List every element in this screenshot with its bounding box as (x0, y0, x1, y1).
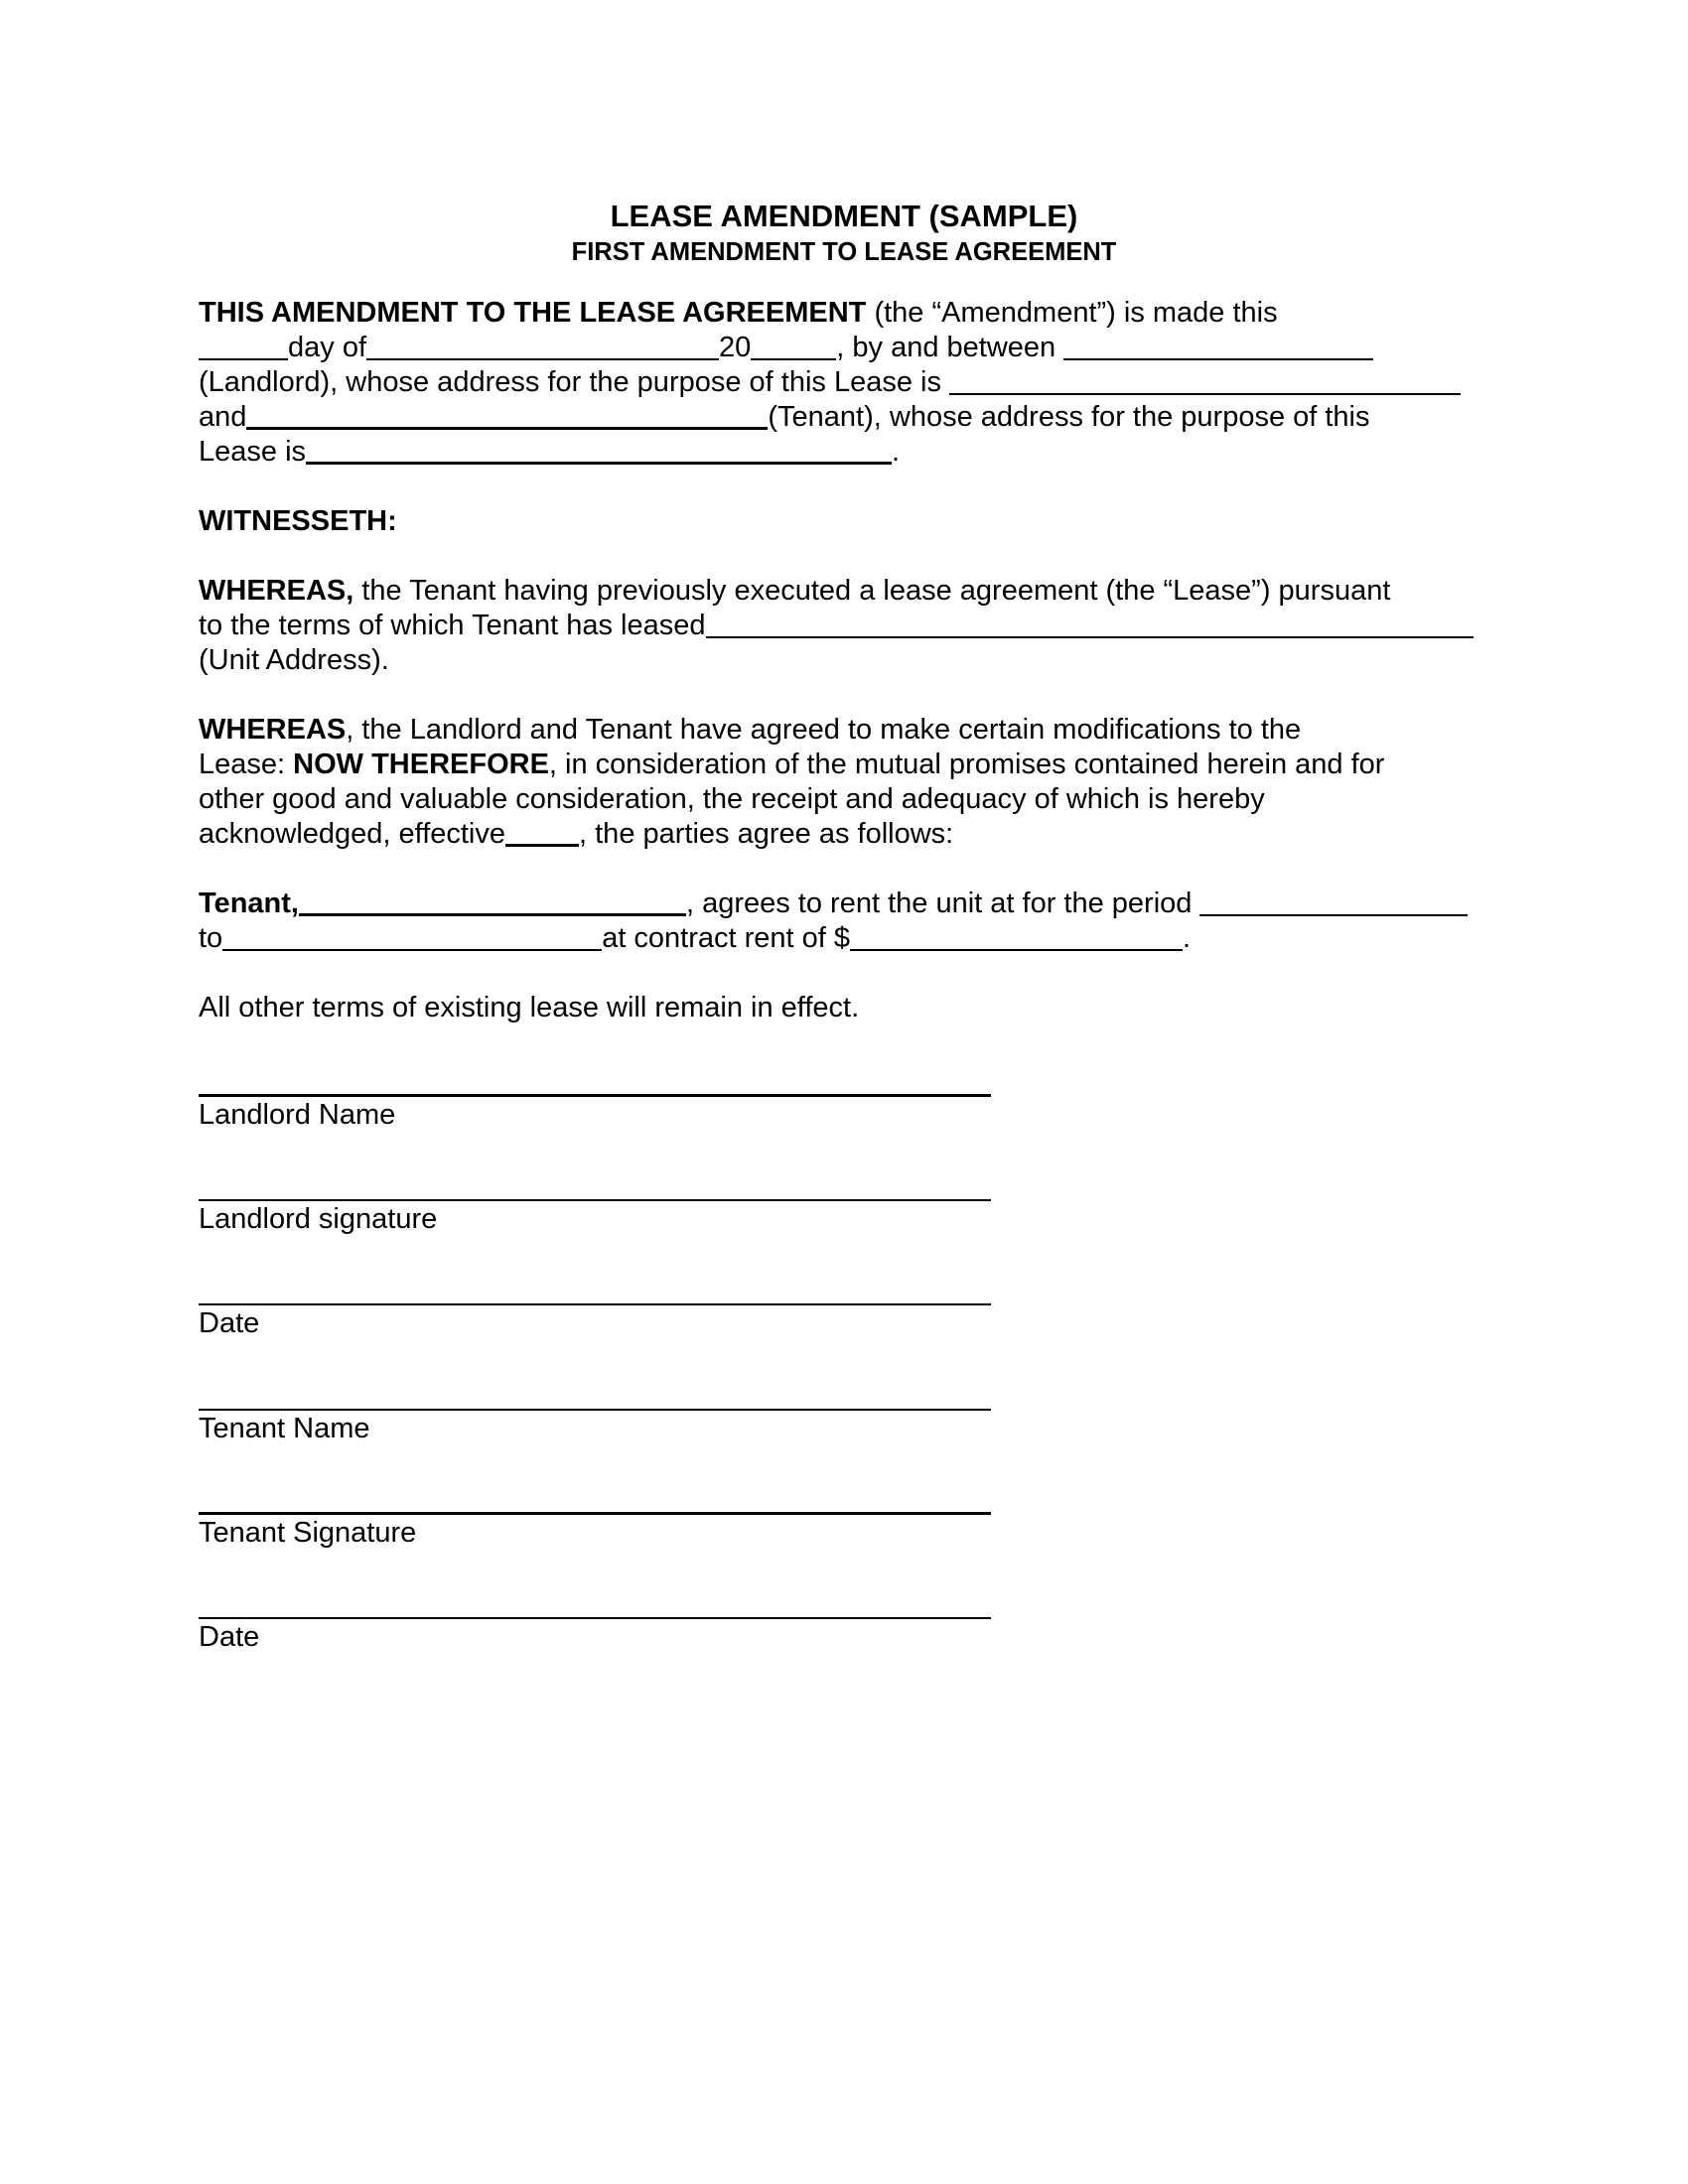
whereas1-line-2 (199, 609, 1474, 643)
intro-line-1 (199, 296, 1278, 331)
document-subtitle: FIRST AMENDMENT TO LEASE AGREEMENT (571, 238, 1117, 266)
period-end-blank[interactable] (222, 922, 602, 951)
to-label: to (199, 922, 223, 954)
tenant-clause-name-blank[interactable] (299, 887, 686, 916)
whereas2-line-3: other good and valuable consideration, the receipt and adequacy of which is hereby (199, 783, 1265, 815)
whereas2-line-2 (199, 748, 1384, 782)
year-prefix: 20 (719, 332, 752, 363)
landlord-address-label: (Landlord), whose address for the purpose of this Lease is (199, 366, 950, 398)
intro-lead-rest: (the “Amendment”) is made this (866, 297, 1278, 329)
landlord-name-blank[interactable] (1063, 332, 1373, 360)
intro-line-2 (199, 331, 1373, 365)
and-label: and (199, 401, 247, 433)
by-and-between-label: , by and between (836, 332, 1064, 363)
whereas2-line-1 (199, 713, 1301, 748)
tenant-name-blank[interactable] (246, 400, 768, 430)
tenant-bold: Tenant, (199, 887, 299, 919)
intro-line-5 (199, 435, 900, 470)
tenant-name-line[interactable] (199, 1409, 991, 1411)
lease-is-label: Lease is (199, 436, 307, 468)
tenant-address-blank[interactable] (306, 435, 892, 465)
tenant-address-label: (Tenant), whose address for the purpose of this (768, 401, 1370, 433)
whereas2-line4-rest: , the parties agree as follows: (579, 818, 954, 850)
effective-date-blank[interactable] (505, 817, 579, 847)
unit-address-blank[interactable] (706, 610, 1474, 638)
whereas2-line2-prefix: Lease: (199, 749, 294, 780)
document-title: LEASE AMENDMENT (SAMPLE) (610, 199, 1078, 233)
whereas2-line4-prefix: acknowledged, effective (199, 818, 506, 850)
tenant-clause-period: . (1183, 922, 1192, 954)
whereas1-line2: to the terms of which Tenant has leased (199, 610, 706, 641)
whereas1-line-1 (199, 574, 1390, 609)
intro-line-4 (199, 400, 1370, 435)
tenant-clause-rest: , agrees to rent the unit at for the period (685, 887, 1200, 919)
day-of-label: day of (288, 332, 366, 363)
landlord-name-label: Landlord Name (199, 1099, 396, 1131)
whereas2-line-4 (199, 817, 953, 852)
contract-rent-label: at contract rent of $ (602, 922, 851, 954)
landlord-signature-line[interactable] (199, 1199, 991, 1201)
intro-line-3 (199, 365, 1461, 400)
tenant-signature-label: Tenant Signature (199, 1517, 417, 1549)
tenant-date-label: Date (199, 1621, 260, 1653)
whereas1-bold: WHEREAS, (199, 575, 354, 607)
whereas1-line-3: (Unit Address). (199, 644, 389, 676)
landlord-address-blank[interactable] (949, 366, 1461, 395)
intro-period: . (892, 436, 901, 468)
witnesseth-heading: WITNESSETH: (199, 505, 397, 537)
tenant-date-line[interactable] (199, 1617, 991, 1619)
day-blank[interactable] (199, 332, 288, 360)
tenant-clause-line-2 (199, 921, 1191, 956)
whereas1-line1-rest: the Tenant having previously executed a lease agreement (the “Lease”) pursuant (353, 575, 1391, 607)
intro-lead: THIS AMENDMENT TO THE LEASE AGREEMENT (199, 297, 867, 329)
closing-statement: All other terms of existing lease will remain in effect. (199, 992, 860, 1024)
month-blank[interactable] (366, 332, 719, 360)
whereas2-line1-rest: , the Landlord and Tenant have agreed to make certain modifications to the (346, 714, 1302, 746)
whereas2-line2-rest: , in consideration of the mutual promises contained herein and for (548, 749, 1385, 780)
year-blank[interactable] (751, 332, 836, 360)
tenant-signature-line[interactable] (199, 1512, 991, 1515)
landlord-date-line[interactable] (199, 1303, 991, 1305)
tenant-clause-line-1 (199, 887, 1468, 921)
now-therefore: NOW THEREFORE (293, 749, 549, 780)
contract-rent-blank[interactable] (850, 922, 1183, 951)
whereas2-bold: WHEREAS (199, 714, 347, 746)
landlord-date-label: Date (199, 1307, 260, 1339)
period-start-blank[interactable] (1199, 887, 1468, 916)
tenant-name-label: Tenant Name (199, 1413, 370, 1444)
landlord-signature-label: Landlord signature (199, 1203, 438, 1235)
landlord-name-line[interactable] (199, 1094, 991, 1097)
